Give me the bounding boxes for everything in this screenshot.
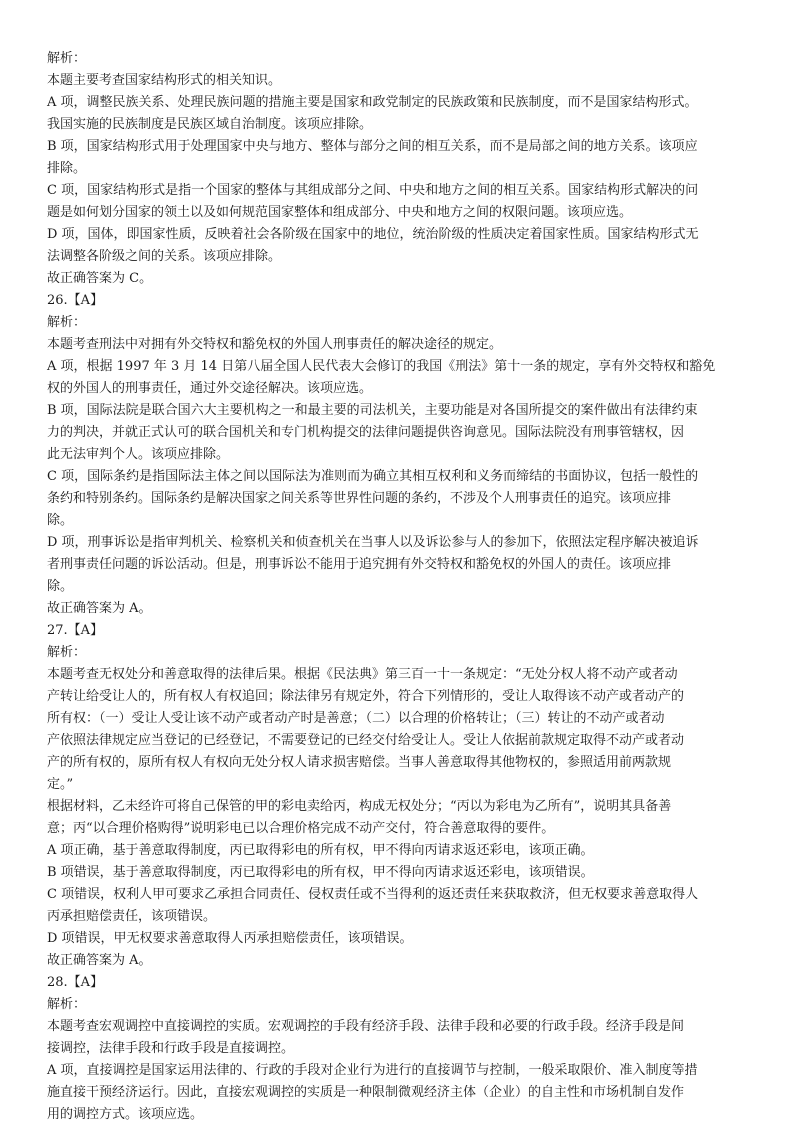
text-line: A 项正确，基于善意取得制度，丙已取得彩电的所有权，甲不得向丙请求返还彩电，该项正确。: [47, 843, 594, 858]
text-line: C 项错误，权利人甲可要求乙承担合同责任、侵权责任或不当得利的返还责任来获取救济，但无权要求善意取得人: [47, 887, 699, 902]
text-line: 本题考查刑法中对拥有外交特权和豁免权的外国人刑事责任的解决途径的规定。: [47, 337, 503, 352]
text-line: 者刑事责任问题的诉讼活动。但是，刑事诉讼不能用于追究拥有外交特权和豁免权的外国人的责任。该项应排: [47, 557, 672, 572]
text-line: A 项，根据 1997 年 3 月 14 日第八届全国人民代表大会修订的我国《刑法》第十一条的规定，享有外交特权和豁免: [47, 359, 716, 374]
document-page: [47, 48, 757, 1126]
text-line: 排除。: [47, 161, 87, 176]
text-line: 本题考查无权处分和善意取得的法律后果。根据《民法典》第三百一十一条规定：“无处分权人将不动产或者动: [47, 667, 678, 682]
text-line: B 项，国际法院是联合国六大主要机构之一和最主要的司法机关，主要功能是对各国所提交的案件做出有法律约束: [47, 403, 698, 418]
text-line: 我国实施的民族制度是民族区域自治制度。该项应排除。: [47, 117, 373, 132]
text-line: 所有权：（一）受让人受让该不动产或者动产时是善意；（二）以合理的价格转让；（三）转让的不动产或者动: [47, 711, 665, 726]
text-line: D 项，国体，即国家性质，反映着社会各阶级在国家中的地位，统治阶级的性质决定着国家性质。国家结构形式无: [47, 227, 699, 242]
text-line: 解析：: [47, 315, 87, 330]
text-line: C 项，国际条约是指国际法主体之间以国际法为准则而为确立其相互权利和义务而缔结的书面协议，包括一般性的: [47, 469, 699, 484]
text-line: 故正确答案为 C。: [47, 271, 153, 286]
text-line: A 项，调整民族关系、处理民族问题的措施主要是国家和政党制定的民族政策和民族制度，而不是国家结构形式。: [47, 95, 698, 110]
text-line: 故正确答案为 A。: [47, 953, 152, 968]
text-line: B 项，国家结构形式用于处理国家中央与地方、整体与部分之间的相互关系，而不是局部之间的地方关系。该项应: [47, 139, 698, 154]
text-line: 权的外国人的刑事责任，通过外交途径解决。该项应选。: [47, 381, 373, 396]
text-line: 丙承担赔偿责任，该项错误。: [47, 909, 217, 924]
text-line: D 项错误，甲无权要求善意取得人丙承担赔偿责任，该项错误。: [47, 931, 413, 946]
text-line: 意；丙“以合理价格购得”说明彩电已以合理价格完成不动产交付，符合善意取得的要件。: [47, 821, 555, 836]
text-line: D 项，刑事诉讼是指审判机关、检察机关和侦查机关在当事人以及诉讼参与人的参加下，依照法定程序解决被追诉: [47, 535, 699, 550]
text-line: 定。”: [47, 777, 74, 792]
text-line: 用的调控方式。该项应选。: [47, 1107, 204, 1122]
text-line: 法调整各阶级之间的关系。该项应排除。: [47, 249, 282, 264]
text-line: 题是如何划分国家的领土以及如何规范国家整体和组成部分、中央和地方之间的权限问题。该项应选。: [47, 205, 633, 220]
text-line: 除。: [47, 513, 74, 528]
text-line: 解析：: [47, 51, 87, 66]
text-line: 本题考查宏观调控中直接调控的实质。宏观调控的手段有经济手段、法律手段和必要的行政手段。经济手段是间: [47, 1019, 685, 1034]
text-line: 28.【A】: [47, 975, 104, 990]
text-line: 产依照法律规定应当登记的已经登记，不需要登记的已经交付给受让人。受让人依据前款规定取得不动产或者动: [47, 733, 685, 748]
text-line: 根据材料，乙未经许可将自己保管的甲的彩电卖给丙，构成无权处分；“丙以为彩电为乙所有”，说明其具备善: [47, 799, 672, 814]
text-line: C 项，国家结构形式是指一个国家的整体与其组成部分之间、中央和地方之间的相互关系。国家结构形式解决的问: [47, 183, 699, 198]
text-line: 27.【A】: [47, 623, 104, 638]
text-line: 解析：: [47, 997, 87, 1012]
text-line: 施直接干预经济运行。因此，直接宏观调控的实质是一种限制微观经济主体（企业）的自主性和市场机制自发作: [47, 1085, 685, 1100]
text-line: 除。: [47, 579, 74, 594]
text-line: 解析：: [47, 645, 87, 660]
text-line: 产转让给受让人的，所有权人有权追回；除法律另有规定外，符合下列情形的，受让人取得该不动产或者动产的: [47, 689, 685, 704]
text-line: 本题主要考查国家结构形式的相关知识。: [47, 73, 282, 88]
text-line: 26.【A】: [47, 293, 104, 308]
text-line: 接调控，法律手段和行政手段是直接调控。: [47, 1041, 295, 1056]
text-line: A 项，直接调控是国家运用法律的、行政的手段对企业行为进行的直接调节与控制，一般采取限价、准入制度等措: [47, 1063, 698, 1078]
text-line: 故正确答案为 A。: [47, 601, 152, 616]
text-line: 力的判决，并就正式认可的联合国机关和专门机构提交的法律问题提供咨询意见。国际法院没有刑事管辖权，因: [47, 425, 685, 440]
text-line: 条约和特别条约。国际条约是解决国家之间关系等世界性问题的条约，不涉及个人刑事责任的追究。该项应排: [47, 491, 672, 506]
text-line: B 项错误，基于善意取得制度，丙已取得彩电的所有权，甲不得向丙请求返还彩电，该项错误。: [47, 865, 594, 880]
text-line: 此无法审判个人。该项应排除。: [47, 447, 230, 462]
text-line: 产的所有权的，原所有权人有权向无处分权人请求损害赔偿。当事人善意取得其他物权的，参照适用前两款规: [47, 755, 672, 770]
